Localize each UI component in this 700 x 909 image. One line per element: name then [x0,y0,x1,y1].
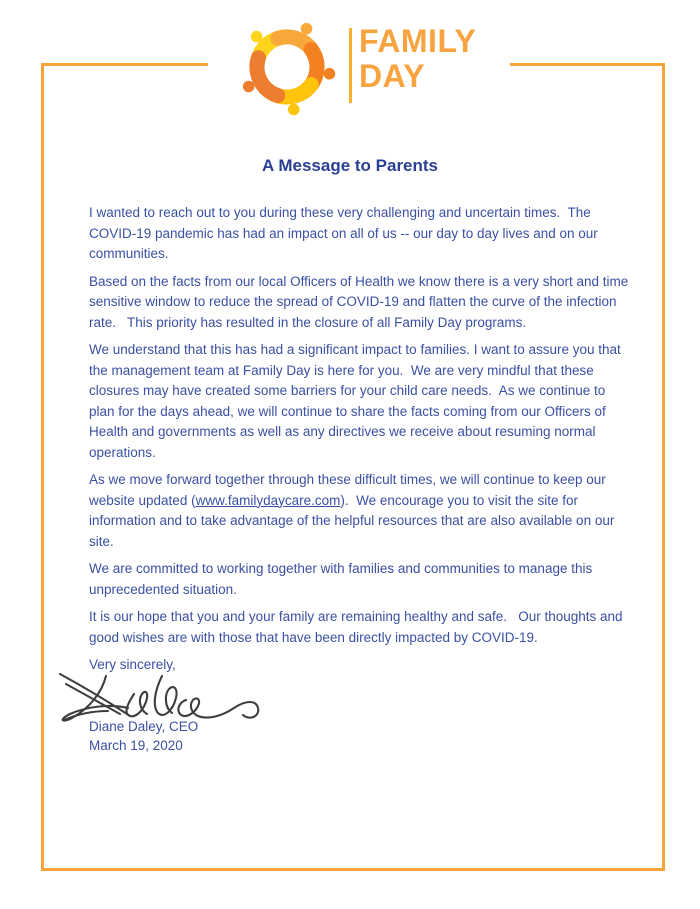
logo-divider [349,28,352,103]
letter-title: A Message to Parents [261,156,439,175]
website-link[interactable]: www.familydaycare.com [195,492,341,508]
paragraph-facts: Based on the facts from our local Officers of Health we know there is a very short and time sensitive window to reduce the spread of COVID-19 and flatten the curve of the infection rate. This priority has resulted in the closure of all Family Day programs. [89,273,633,330]
family-day-swirl-icon [236,16,338,118]
paragraph-hope: It is our hope that you and your family are remaining healthy and safe. Our thoughts and good wishes are with those that have been directly impacted by COVID-19. [89,609,627,645]
website-text-after: ). We encourage you to visit the site for information and to take advantage of the helpful resources that are also available on our site. [89,492,619,549]
closing-line: Very sincerely, [89,657,176,672]
paragraph-intro: I wanted to reach out to you during these very challenging and uncertain times. The COVID-19 pandemic has had an impact on all of us -- our day to day lives and on our communities. [89,205,602,261]
website-text-before: As we move forward together through these difficult times, we will continue to keep our website updated ( [89,472,610,508]
letter-body [89,203,634,683]
logo-word-family: FAMILY [359,23,477,59]
logo-wordmark [359,24,476,94]
logo-word-day: DAY [359,58,426,94]
paragraph-impact: We understand that this has had a significant impact to families. I want to assure you that the management team at Family Day is here for you. We are very mindful that these closures may have created some barriers for your child care needs. As we continue to plan for the days ahead, we will continue to share the facts coming from our Officers of Health and governments as well as any directives we receive about resuming normal operations. [89,342,625,460]
letter-date: March 19, 2020 [89,738,183,753]
paragraph-commitment: We are committed to working together with families and communities to manage this unprecedented situation. [89,561,596,597]
signatory-name: Diane Daley, CEO [89,719,199,734]
signature-block [89,717,198,755]
paragraph-website [89,470,634,552]
